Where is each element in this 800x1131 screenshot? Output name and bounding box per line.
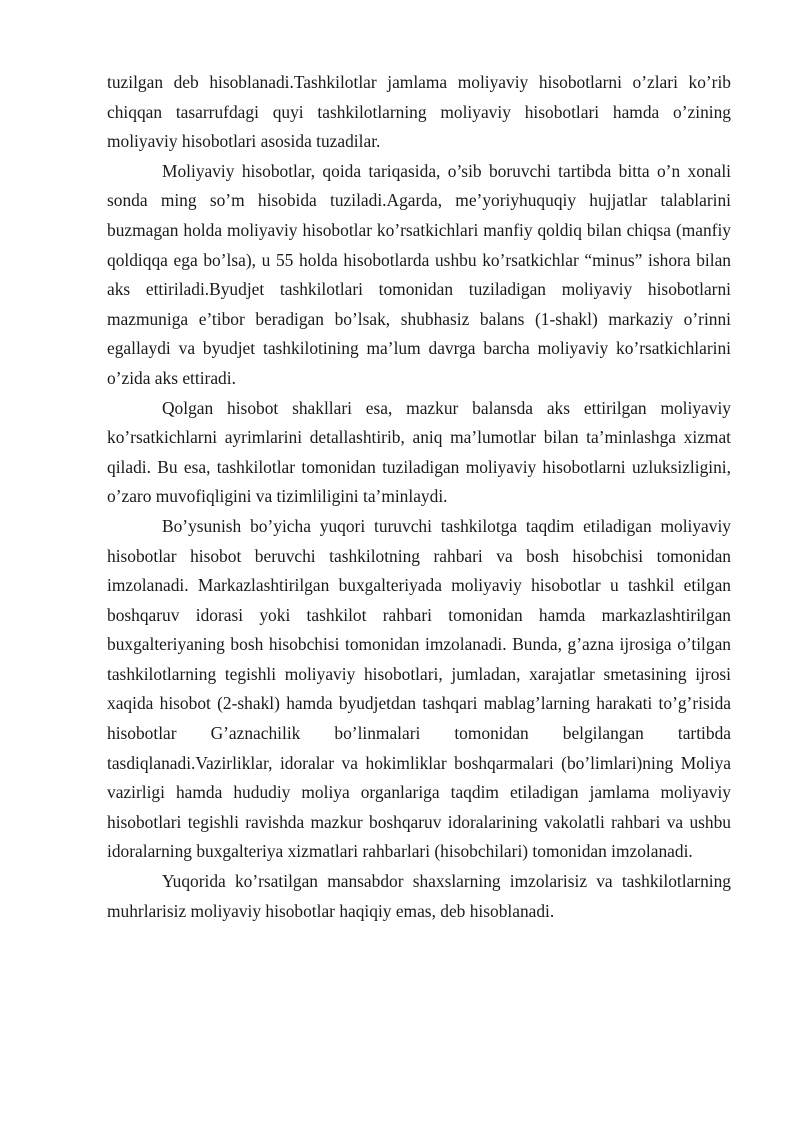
paragraph-signing: Bo’ysunish bo’yicha yuqori turuvchi tashkilotga taqdim etiladigan moliyaviy hisobotlar hisobot beruvchi tashkilotning rahbari va bosh hisobchisi tomonidan imzolanadi. Markazlashtirilgan buxgalteriyada moliyaviy hisobotlar u tashkil etilgan boshqaruv idorasi yoki tashkilot rahbari tomonidan hamda markazlashtirilgan buxgalteriyaning bosh hisobchisi tomonidan imzolanadi. Bunda, g’azna ijrosiga o’tilgan tashkilotlarning tegishli moliyaviy hisobotlari, jumladan, xarajatlar smetasining ijrosi xaqida hisobot (2-shakl) hamda byudjetdan tashqari mablag’larning harakati to’g’risida hisobotlar G’aznachilik bo’linmalari tomonidan belgilangan tartibda tasdiqlanadi.Vazirliklar, idoralar va hokimliklar boshqarmalari (bo’limlari)ning Moliya vazirligi hamda hududiy moliya organlariga taqdim etiladigan jamlama moliyaviy hisobotlari tegishli ravishda mazkur boshqaruv idoralarining vakolatli rahbari va ushbu idoralarning buxgalteriya xizmatlari rahbarlari (hisobchilari) tomonidan imzolanadi. (107, 515, 731, 862)
paragraph-other-forms: Qolgan hisobot shakllari esa, mazkur balansda aks ettirilgan moliyaviy ko’rsatkichlarni ayrimlarini detallashtirib, aniq ma’lumotlar bilan ta’minlashga xizmat qiladi. Bu esa, tashkilotlar tomonidan tuziladigan moliyaviy hisobotlarni uzluksizligini, o’zaro muvofiqligini va tizimliligini ta’minlaydi. (107, 397, 731, 507)
document-page (107, 68, 731, 926)
paragraph-validity: Yuqorida ko’rsatilgan mansabdor shaxslarning imzolarisiz va tashkilotlarning muhrlarisiz moliyaviy hisobotlar haqiqiy emas, deb hisoblanadi. (107, 871, 731, 921)
paragraph-continuation: tuzilgan deb hisoblanadi.Tashkilotlar jamlama moliyaviy hisobotlarni o’zlari ko’rib chiqqan tasarrufdagi quyi tashkilotlarning moliyaviy hisobotlari hamda o’zining moliyaviy hisobotlari asosida tuzadilar. (107, 72, 731, 152)
paragraph-report-format: Moliyaviy hisobotlar, qoida tariqasida, o’sib boruvchi tartibda bitta o’n xonali sonda ming so’m hisobida tuziladi.Agarda, me’yoriyhuquqiy hujjatlar talablarini buzmagan holda moliyaviy hisobotlar ko’rsatkichlari manfiy qoldiq bilan chiqsa (manfiy qoldiqqa ega bo’lsa), u 55 holda hisobotlarda ushbu ko’rsatkichlar “minus” ishora bilan aks ettiriladi.Byudjet tashkilotlari tomonidan tuziladigan moliyaviy hisobotlarni mazmuniga e’tibor beradigan bo’lsak, shubhasiz balans (1-shakl) markaziy o’rinni egallaydi va byudjet tashkilotining ma’lum davrga barcha moliyaviy ko’rsatkichlarini o’zida aks ettiradi. (107, 160, 731, 388)
